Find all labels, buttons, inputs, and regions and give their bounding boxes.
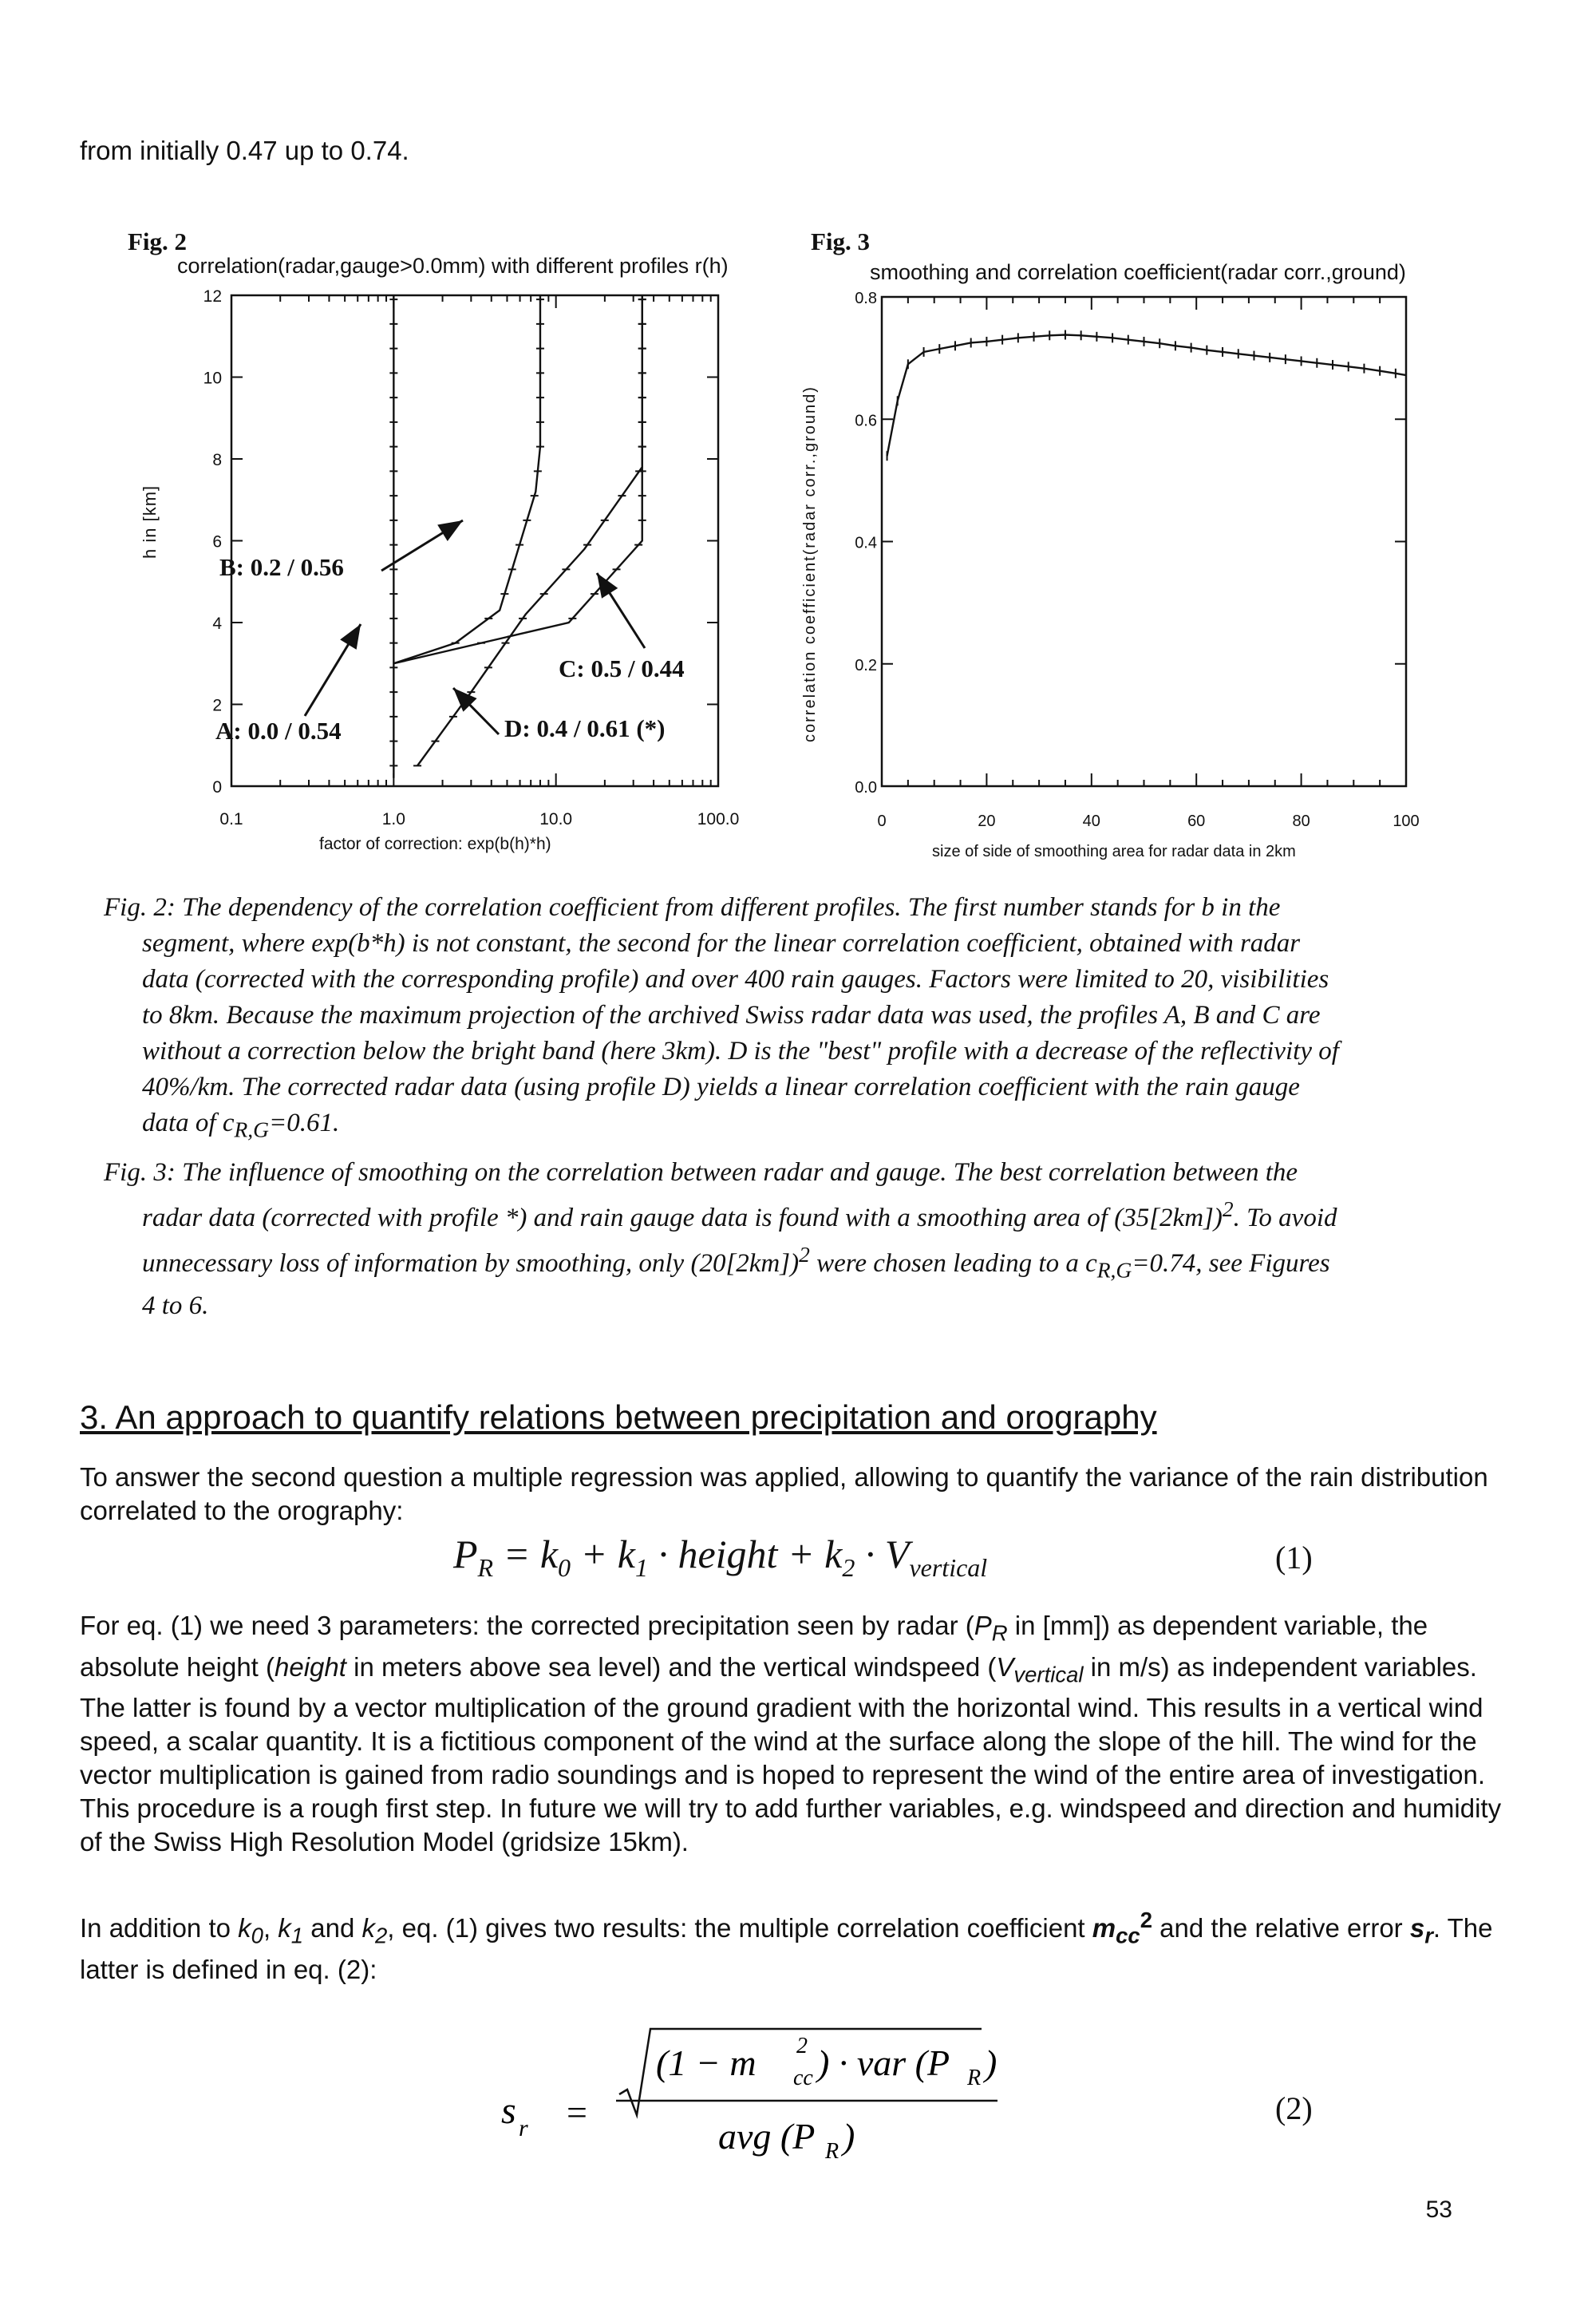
fig3-title: smoothing and correlation coefficient(radar corr.,ground): [870, 260, 1406, 284]
fig2-caption-label: Fig. 2:: [104, 893, 176, 922]
fig2-ytick-label: 0: [212, 778, 222, 797]
svg-text:cc: cc: [793, 2066, 813, 2090]
fig2-ytick-label: 2: [212, 696, 222, 715]
fig3-caption-sup2: 2: [799, 1242, 810, 1267]
para-2-v: V: [996, 1651, 1014, 1682]
fig3-label: Fig. 3: [811, 227, 871, 255]
para-3-k0: k: [238, 1913, 251, 1943]
svg-text:s: s: [501, 2090, 516, 2132]
fig2-caption-end: =0.61.: [269, 1109, 340, 1137]
fig2-annot-D: D: 0.4 / 0.61 (*): [504, 714, 666, 742]
fig3-series-line: [887, 335, 1406, 457]
page-number: 53: [1425, 2196, 1452, 2223]
equation-2-number: (2): [1275, 2090, 1313, 2126]
svg-text:R: R: [825, 2139, 839, 2164]
fig3-frame: [882, 297, 1406, 786]
fig2-xlabel: factor of correction: exp(b(h)*h): [319, 835, 551, 853]
fig3-xtick-label: 40: [1082, 813, 1100, 830]
fig3-caption-label: Fig. 3:: [104, 1158, 176, 1187]
fig3-xtick-label: 60: [1187, 813, 1206, 830]
svg-text:(1 − m: (1 − m: [656, 2042, 757, 2083]
equation-1: $P_R = k_0 + k_1$ · height + $k_2 \cdot V_{vertical}$: [453, 1532, 988, 1582]
fig3-ytick-label: 0.4: [855, 534, 877, 552]
fig3-ytick-label: 0.8: [855, 290, 877, 307]
fig3-caption-sup: 2: [1222, 1196, 1234, 1221]
fig2-ytick-label: 10: [203, 369, 222, 388]
fig2-xtick-label: 10.0: [539, 810, 573, 828]
svg-text:r: r: [519, 2115, 528, 2141]
fig3-xtick-label: 20: [978, 813, 996, 830]
para-1: To answer the second question a multiple regression was applied, allowing to quantify the variance of the rain distribution correlated to the orography:: [80, 1462, 1488, 1525]
svg-text:): ): [843, 2116, 855, 2157]
fig3-ytick-label: 0.0: [855, 779, 877, 797]
para-2-a: For eq. (1) we need 3 parameters: the corrected precipitation seen by radar (: [80, 1611, 974, 1640]
para-3-k1-sub: 1: [290, 1923, 304, 1948]
equation-2: [479, 2011, 1085, 2195]
para-2-pr-sub: R: [991, 1620, 1008, 1646]
para-3-s: s: [1409, 1913, 1425, 1943]
fig3-xtick-label: 80: [1292, 813, 1310, 830]
para-2-d: in m/s) as independent variables. The latter is found by a vector multiplication of the ground gradient with the horizontal wind. This results in a vertical wind speed, a scalar quantity. It is a fictitious component of the wind at the surface along the slope of the hill. The wind for the vector multiplication is gained from radio soundings and is hoped to represent the wind of the entire area of investigation. This procedure is a rough first step. In future we will try to add further variables, e.g. windspeed and direction and humidity of the Swiss High Resolution Model (gridsize 15km).: [80, 1651, 1502, 1857]
para-3: [80, 1904, 1516, 1987]
fig2-ytick-label: 4: [212, 615, 222, 633]
para-2-b: in [mm]) as dependent variable, the absolute height (: [80, 1611, 1428, 1682]
para-2-pr: P: [974, 1611, 992, 1640]
para-3-m-sup: 2: [1140, 1908, 1152, 1932]
para-2-c: in meters above sea level) and the vertical windspeed (: [346, 1651, 997, 1682]
fig2-annot-A: A: 0.0 / 0.54: [215, 717, 342, 745]
svg-text:=: =: [567, 2092, 587, 2133]
lead-text: from initially 0.47 up to 0.74.: [80, 136, 409, 165]
para-3-s-sub: r: [1424, 1923, 1433, 1948]
fig3-caption-text3: were chosen leading to a c: [809, 1249, 1097, 1278]
para-3-b: ,: [263, 1913, 279, 1943]
fig2-annot-B: B: 0.2 / 0.56: [219, 553, 344, 581]
fig2-caption-text: The dependency of the correlation coefficient from different profiles. The first number stands for b in the segment, where exp(b*h) is not constant, the second for the linear correlation coefficient, obtained with radar data (corrected with the corresponding profile) and over 400 rain gauges. Factors were limited to 20, visibilities to 8km. Because the maximum projection of the archived Swiss radar data was used, the profiles A, B and C are without a correction below the bright band (here 3km). D is the "best" profile with a decrease of the reflectivity of 40%/km. The corrected radar data (using profile D) yields a linear correlation coefficient with the rain gauge data of c: [142, 893, 1339, 1137]
svg-text:avg (P: avg (P: [718, 2116, 816, 2157]
para-3-k2: k: [361, 1913, 375, 1943]
para-3-k1: k: [278, 1913, 291, 1943]
para-3-a: In addition to: [80, 1913, 239, 1943]
fig2-annot-C: C: 0.5 / 0.44: [559, 654, 685, 682]
fig3-ytick-label: 0.2: [855, 656, 877, 674]
svg-text:) · var (P: ) · var (P: [817, 2042, 950, 2083]
fig2-ylabel: h in [km]: [140, 484, 160, 559]
fig3-caption-text2: . To avoid unnecessary loss of information by smoothing, only (20[2km]): [142, 1204, 1337, 1278]
fig3-caption-text: The influence of smoothing on the correlation between radar and gauge. The best correlation between the radar data (corrected with profile *) and rain gauge data is found with a smoothing area of (35[2km]): [142, 1158, 1298, 1232]
fig2-ytick-label: 6: [212, 532, 222, 552]
para-2: [80, 1609, 1516, 1859]
fig3-ylabel: correlation coefficient(radar corr.,ground): [801, 386, 819, 742]
fig3-xtick-label: 100: [1393, 813, 1420, 830]
fig2-ytick-label: 12: [203, 287, 222, 306]
fig2-title: correlation(radar,gauge>0.0mm) with different profiles r(h): [177, 254, 729, 278]
svg-text:2: 2: [796, 2034, 808, 2058]
para-3-m: m: [1092, 1913, 1116, 1943]
para-3-f: . The latter is defined in eq. (2):: [80, 1913, 1493, 1984]
fig3-ytick-label: 0.6: [855, 412, 877, 430]
fig3-caption-end: =0.74, see Figures 4 to 6.: [142, 1249, 1330, 1320]
fig2-caption: [104, 890, 1349, 1148]
para-3-c: and: [303, 1913, 362, 1943]
fig2-xtick-label: 1.0: [381, 810, 405, 828]
para-2-v-sub: vertical: [1013, 1662, 1084, 1687]
para-3-k0-sub: 0: [251, 1923, 263, 1948]
fig3-xtick-label: 0: [877, 813, 887, 830]
fig2-xtick-label: 100.0: [697, 810, 740, 828]
section-title: 3. An approach to quantify relations between precipitation and orography: [80, 1398, 1157, 1436]
fig3-xlabel: size of side of smoothing area for radar data in 2km: [932, 843, 1296, 860]
para-3-d: , eq. (1) gives two results: the multiple correlation coefficient: [387, 1913, 1092, 1943]
svg-text:R: R: [967, 2066, 982, 2090]
svg-text:): ): [985, 2042, 998, 2083]
fig3-plot: [0, 0, 1596, 878]
fig2-label: Fig. 2: [128, 227, 188, 255]
para-3-m-sub: cc: [1116, 1923, 1140, 1948]
fig2-caption-sub: R,G: [234, 1117, 270, 1142]
fig2-ytick-label: 8: [212, 451, 222, 469]
para-3-e: and the relative error: [1152, 1913, 1410, 1943]
para-3-k2-sub: 2: [375, 1923, 388, 1948]
para-2-height: height: [275, 1651, 346, 1682]
equation-1-number: (1): [1275, 1540, 1313, 1576]
fig2-xtick-label: 0.1: [219, 810, 243, 828]
fig3-caption-sub: R,G: [1096, 1257, 1132, 1283]
fig3-caption: [104, 1155, 1349, 1324]
